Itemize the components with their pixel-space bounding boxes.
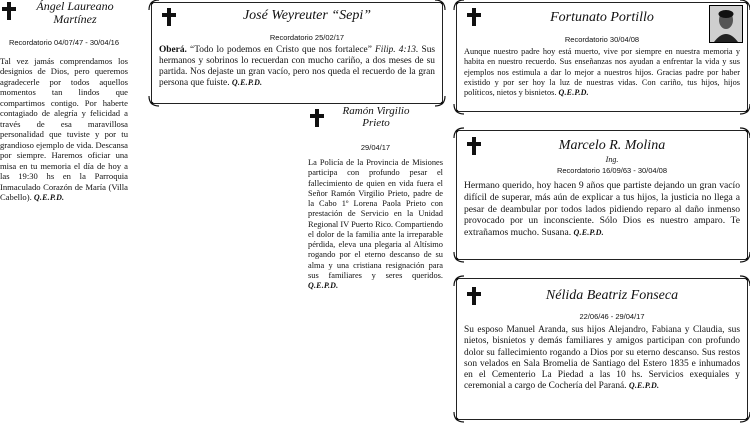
- qepd-label: Q.E.P.D.: [33, 193, 65, 203]
- notice-body: Aunque nuestro padre hoy está muerto, vive por siempre en nuestra memoria y habita en nuestro recuerdo. Sus enseñanzas nos ayudan a enfrentar la vida y sus ejemplos nos estimula a dar lo mejor a nuestros hijos. Gracias padre por haber existido y por ser hoy la luz de nuestras vidas. Con cariño, tus hijos, hijos políticos, nietos y bisnietos.: [464, 47, 740, 98]
- cross-icon: [467, 137, 481, 155]
- corner-ornament-icon: [739, 127, 750, 139]
- notice-body: Hermano querido, hoy hacen 9 años que partiste dejando un gran vacío difícil de superar, más aún de explicar a tus hijos, la justicia no llega a pesar de deambular por todos lados pidiendo reparo al daño inmenso provocado por un inconsciente. Sólo Dios es nuestro amparo. Te extrañamos mucho. Susana.: [464, 180, 740, 239]
- notice-text: [464, 47, 740, 99]
- corner-ornament-icon: [739, 275, 750, 287]
- corner-ornament-icon: [453, 103, 465, 115]
- portrait-photo: [709, 5, 743, 43]
- notice-text: [308, 158, 443, 291]
- cross-icon: [162, 8, 176, 26]
- notice-name: Nélida Beatriz Fonseca: [545, 288, 679, 303]
- qepd-label: Q.E.P.D.: [308, 281, 339, 290]
- notice-title: Ing.: [605, 155, 619, 164]
- notice-jose-weyreuter: [151, 2, 443, 104]
- notice-dates: Recordatorio 16/09/63 - 30/04/08: [556, 166, 668, 175]
- qepd-label: Q.E.P.D.: [628, 381, 660, 391]
- qepd-label: Q.E.P.D.: [573, 228, 604, 238]
- notice-dates: Recordatorio 30/04/08: [564, 35, 640, 44]
- notice-dates: Recordatorio 25/02/17: [269, 33, 345, 42]
- corner-ornament-icon: [148, 0, 160, 11]
- notice-quote-ref: Filip. 4:13.: [375, 45, 419, 55]
- notice-text: [159, 45, 435, 89]
- notice-fortunato-portillo: [456, 2, 748, 112]
- corner-ornament-icon: [434, 0, 446, 11]
- notice-city: Oberá.: [159, 45, 187, 55]
- notice-body: Su esposo Manuel Aranda, sus hijos Alejandro, Fabiana y Claudia, sus nietos, bisnietos y demás familiares y amigos participan con profundo dolor su fallecimiento rogando a Dios por su eterno descanso. Sus restos son velados en Sala Bromelia de Santiago del Estero 1835 e inhumados en el Cementerio La Piedad a las 10 hs. Servicios exequiales y ceremonial a cargo de Cochería del Paraná.: [464, 325, 740, 392]
- notice-angel-martinez: [0, 0, 128, 420]
- corner-ornament-icon: [739, 251, 750, 263]
- notice-body: Sus hermanos y sobrinos lo recuerdan con mucho cariño, a dos meses de su partida. Nos dejaste un gran vacío, pero nos queda el recuerdo de la gran persona que fuiste.: [159, 45, 436, 89]
- notice-dates: Recordatorio 04/07/47 - 30/04/16: [8, 38, 120, 47]
- corner-ornament-icon: [739, 0, 750, 11]
- notice-quote: “Todo lo podemos en Cristo que nos fortalece”: [190, 45, 372, 55]
- corner-ornament-icon: [739, 103, 750, 115]
- notice-name: Ángel Laureano Martínez: [36, 0, 114, 26]
- notice-name: Ramón Virgilio Prieto: [342, 105, 410, 129]
- corner-ornament-icon: [453, 127, 465, 139]
- notice-name: José Weyreuter “Sepi”: [242, 8, 372, 23]
- notice-body: La Policía de la Provincia de Misiones participa con profundo pesar el fallecimiento de quien en vida fuera el Señor Ramón Virgilio Prieto, padre de la Cabo 1º Lorena Paola Prieto con prestación de Servicio en la Unidad Regional IV Puerto Rico. Compartiendo el dolor de la familia ante la irreparable pérdida, eleva una plegaria al Altísimo rogando por el eterno descanso de su alma y una cristiana resignación para sus familiares y seres queridos.: [308, 158, 443, 280]
- cross-icon: [467, 287, 481, 305]
- corner-ornament-icon: [453, 275, 465, 287]
- notice-dates: 29/04/17: [360, 143, 391, 152]
- corner-ornament-icon: [434, 95, 446, 107]
- notice-ramon-prieto: [308, 106, 443, 420]
- notice-text: [464, 325, 740, 393]
- notice-nelida-fonseca: [456, 278, 748, 420]
- qepd-label: Q.E.P.D.: [231, 78, 263, 88]
- notice-dates: 22/06/46 - 29/04/17: [579, 312, 645, 321]
- notice-marcelo-molina: [456, 130, 748, 260]
- corner-ornament-icon: [453, 251, 465, 263]
- corner-ornament-icon: [453, 411, 465, 423]
- qepd-label: Q.E.P.D.: [558, 88, 589, 98]
- corner-ornament-icon: [148, 95, 160, 107]
- cross-icon: [2, 2, 16, 20]
- notice-name: Marcelo R. Molina: [558, 138, 666, 153]
- corner-ornament-icon: [739, 411, 750, 423]
- notice-text: [0, 56, 128, 203]
- cross-icon: [467, 8, 481, 26]
- cross-icon: [310, 109, 324, 127]
- notice-name: Fortunato Portillo: [550, 10, 654, 25]
- notice-text: [464, 180, 740, 239]
- notice-body: Tal vez jamás comprendamos los designios de Dios, pero queremos agradecerle por todos aquellos momentos tan lindos que compartimos contigo. Por haberte contagiado de alegría y felicidad a través de esa maravillosa personalidad que tuviste y por tu grandioso ejemplo de vida. Descansa por siempre. Haremos oficiar una misa en tu memoria el día de hoy a las 19:30 hs en la Parroquia Inmaculado Corazón de María (Villa Cabello).: [0, 56, 128, 203]
- corner-ornament-icon: [453, 0, 465, 11]
